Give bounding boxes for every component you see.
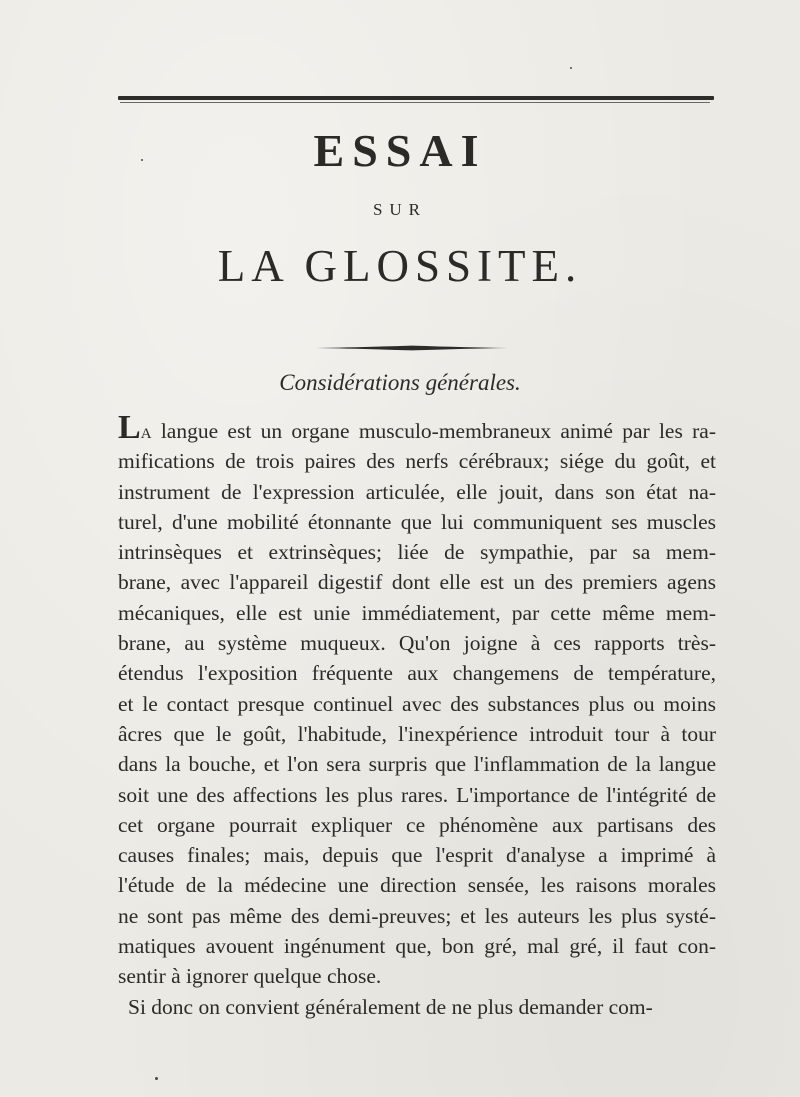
paragraph-line: matiques avouent ingénument que, bon gré, mal gré, il faut con-: [118, 934, 716, 959]
paragraph-line: turel, d'une mobilité étonnante que lui communiquent ses muscles: [118, 509, 716, 534]
paragraph-line: étendus l'exposition fréquente aux changemens de température,: [118, 661, 716, 686]
paragraph-line: âcres que le goût, l'habitude, l'inexpérience introduit tour à tour: [118, 721, 716, 746]
drop-cap-rest: a: [140, 419, 152, 443]
paragraph-line: intrinsèques et extrinsèques; liée de sympathie, par sa mem-: [118, 540, 716, 565]
body-text: [118, 411, 716, 1022]
paragraph-line-text: langue est un organe musculo-membraneux animé par les ra-: [151, 419, 716, 443]
paragraph-line: mifications de trois paires des nerfs cérébraux; siége du goût, et: [118, 449, 716, 474]
page-title: ESSAI: [313, 125, 487, 176]
ornamental-divider: [316, 343, 508, 353]
paper-speck: [141, 159, 143, 161]
paragraph-line: l'étude de la médecine une direction sensée, les raisons morales: [118, 873, 716, 898]
paragraph-line: sentir à ignorer quelque chose.: [118, 964, 382, 989]
paragraph-line: dans la bouche, et l'on sera surpris que l'inflammation de la langue: [118, 752, 716, 777]
paragraph-line: brane, au système muqueux. Qu'on joigne à ces rapports très-: [118, 631, 716, 656]
paragraph-line: Si donc on convient généralement de ne plus demander com-: [128, 994, 653, 1019]
drop-cap: L: [118, 409, 141, 446]
paragraph-line: et le contact presque continuel avec des substances plus ou moins: [118, 691, 716, 716]
paragraph-line: causes finales; mais, depuis que l'esprit d'analyse a imprimé à: [118, 843, 716, 868]
top-rule-thin: [120, 102, 710, 103]
section-heading: Considérations générales.: [279, 370, 521, 395]
top-rule: [118, 96, 714, 100]
paragraph-line: cet organe pourrait expliquer ce phénomène aux partisans des: [118, 812, 716, 837]
page-subtitle: LA GLOSSITE.: [217, 241, 583, 291]
paragraph-line: mécaniques, elle est unie immédiatement, par cette même mem-: [118, 600, 716, 625]
paragraph-line: soit une des affections les plus rares. L'importance de l'intégrité de: [118, 782, 716, 807]
paragraph-line: instrument de l'expression articulée, elle jouit, dans son état na-: [118, 479, 716, 504]
title-connector: SUR: [372, 200, 428, 219]
paper-speck: [155, 1077, 158, 1080]
paragraph-line: brane, avec l'appareil digestif dont elle est un des premiers agens: [118, 570, 716, 595]
paragraph-line: ne sont pas même des demi-preuves; et les auteurs les plus systé-: [118, 903, 716, 928]
paper-speck: [570, 67, 572, 69]
paragraph-line: [118, 411, 716, 446]
